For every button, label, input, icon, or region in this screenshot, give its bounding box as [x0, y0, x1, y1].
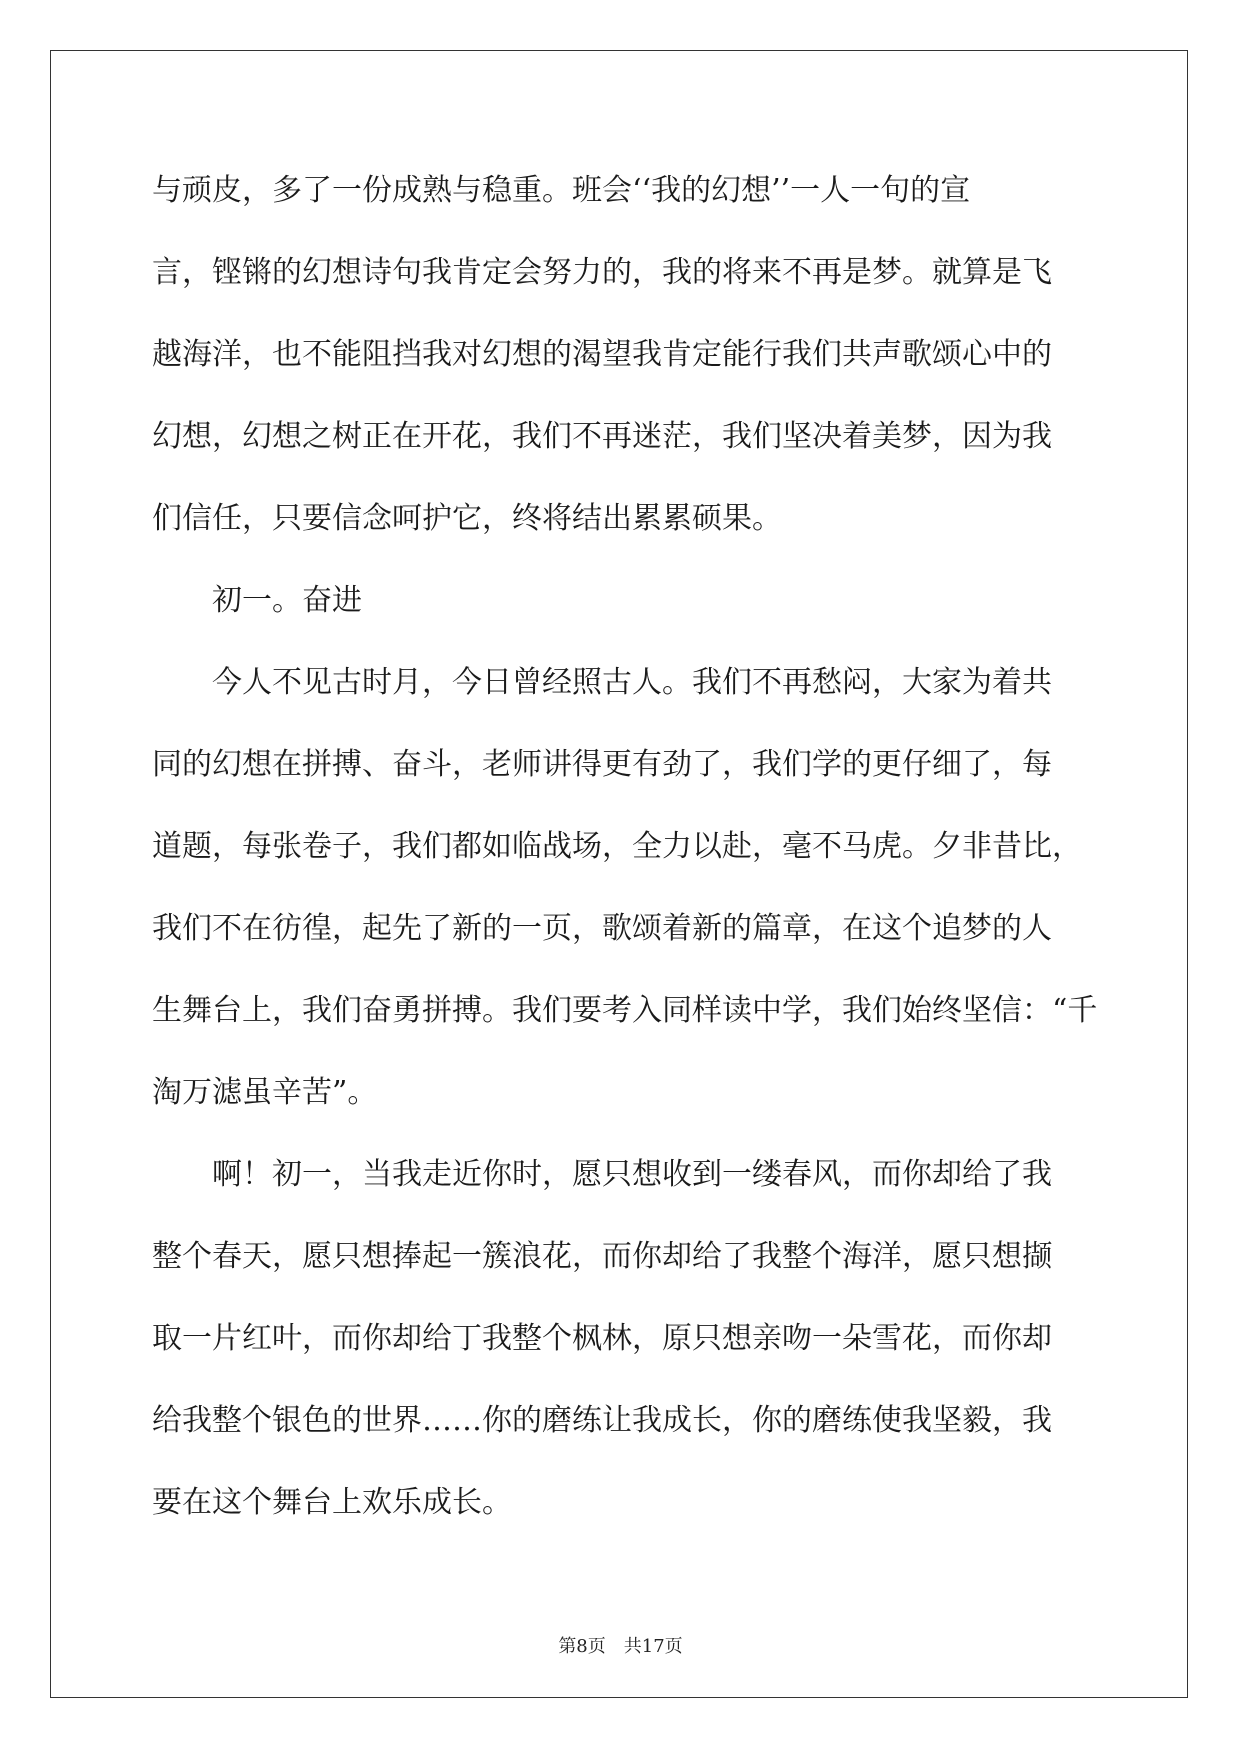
- text-line: 同的幻想在拼搏、奋斗，老师讲得更有劲了，我们学的更仔细了，每: [152, 747, 1052, 782]
- text-line: 整个春天，愿只想捧起一簇浪花，而你却给了我整个海洋，愿只想撷: [152, 1239, 1052, 1274]
- text-line: 生舞台上，我们奋勇拼搏。我们要考入同样读中学，我们始终坚信：“千: [152, 993, 1098, 1028]
- paragraph-3: [152, 1134, 1088, 1544]
- document-body: [152, 150, 1098, 1544]
- text-line: 与顽皮，多了一份成熟与稳重。班会‘‘我的幻想’’一人一句的宣: [152, 173, 971, 208]
- text-line: 幻想，幻想之树正在开花，我们不再迷茫，我们坚决着美梦，因为我: [152, 419, 1052, 454]
- text-line: 给我整个银色的世界……你的磨练让我成长，你的磨练使我坚毅，我: [152, 1403, 1052, 1438]
- text-line: 道题，每张卷子，我们都如临战场，全力以赴，毫不马虎。夕非昔比，: [152, 829, 1082, 864]
- text-line: 越海洋，也不能阻挡我对幻想的渴望我肯定能行我们共声歌颂心中的: [152, 337, 1052, 372]
- paragraph-1: [152, 150, 1088, 560]
- text-line: 我们不在彷徨，起先了新的一页，歌颂着新的篇章，在这个追梦的人: [152, 911, 1052, 946]
- text-line: 淘万滤虽辛苦”。: [152, 1075, 378, 1110]
- paragraph-2: [152, 642, 1098, 1134]
- text-line: 今人不见古时月，今日曾经照古人。我们不再愁闷，大家为着共: [212, 665, 1052, 700]
- text-line: 取一片红叶，而你却给丁我整个枫林，原只想亲吻一朵雪花，而你却: [152, 1321, 1052, 1356]
- section-heading: [152, 560, 1088, 642]
- text-line: 啊！初一，当我走近你时，愿只想收到一缕春风，而你却给了我: [212, 1157, 1052, 1192]
- page-number-footer: 第8页 共17页: [558, 1636, 683, 1657]
- heading-line: 初一。奋进: [212, 583, 362, 618]
- text-line: 言，铿锵的幻想诗句我肯定会努力的，我的将来不再是梦。就算是飞: [152, 255, 1052, 290]
- text-line: 们信任，只要信念呵护它，终将结出累累硕果。: [152, 501, 782, 536]
- text-line: 要在这个舞台上欢乐成长。: [152, 1485, 512, 1520]
